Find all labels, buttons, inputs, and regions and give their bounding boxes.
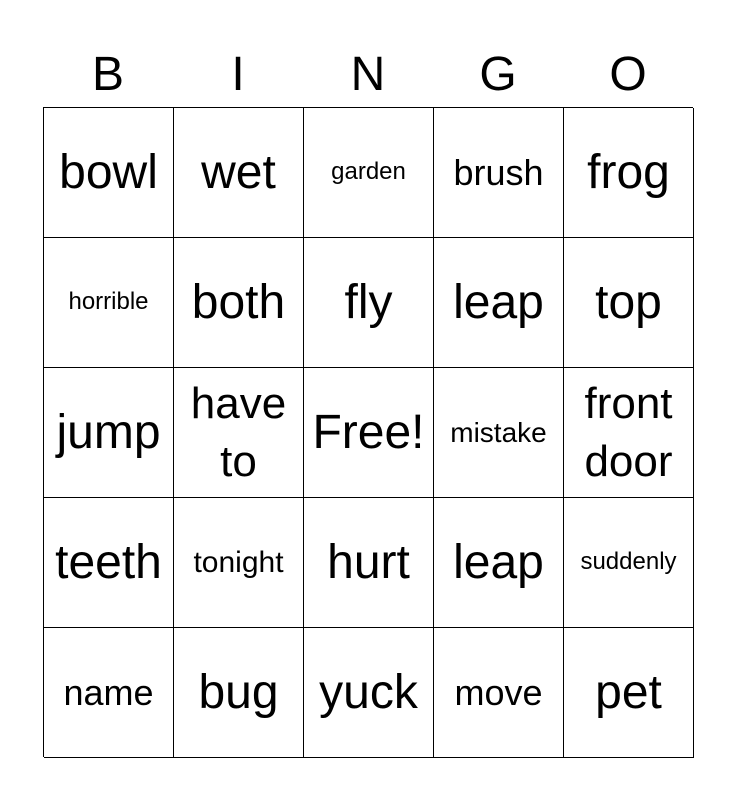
bingo-cell[interactable]: frog [564,108,694,238]
header-letter-i: I [231,48,245,101]
bingo-cell[interactable]: mistake [434,368,564,498]
bingo-cell[interactable]: name [44,628,174,758]
bingo-cell[interactable]: bug [174,628,304,758]
bingo-cell[interactable]: leap [434,238,564,368]
bingo-cell[interactable]: leap [434,498,564,628]
bingo-cell[interactable]: jump [44,368,174,498]
header-letter-o: O [609,48,647,101]
bingo-cell[interactable]: front door [564,368,694,498]
bingo-cell[interactable]: move [434,628,564,758]
header-letter-g: G [479,48,517,101]
bingo-cell[interactable]: hurt [304,498,434,628]
bingo-cell[interactable]: horrible [44,238,174,368]
bingo-cell[interactable]: teeth [44,498,174,628]
bingo-header [43,42,693,108]
bingo-cell[interactable]: have to [174,368,304,498]
header-letter-b: B [91,48,124,101]
header-letter-n: N [350,48,386,101]
bingo-cell[interactable]: fly [304,238,434,368]
bingo-cell[interactable]: yuck [304,628,434,758]
bingo-cell[interactable]: both [174,238,304,368]
bingo-cell[interactable]: wet [174,108,304,238]
bingo-cell[interactable]: garden [304,108,434,238]
free-space-cell[interactable]: Free! [304,368,434,498]
bingo-cell[interactable]: suddenly [564,498,694,628]
bingo-cell[interactable]: pet [564,628,694,758]
bingo-cell[interactable]: top [564,238,694,368]
bingo-cell[interactable]: brush [434,108,564,238]
bingo-cell[interactable]: bowl [44,108,174,238]
bingo-cell[interactable]: tonight [174,498,304,628]
bingo-board [43,107,693,757]
